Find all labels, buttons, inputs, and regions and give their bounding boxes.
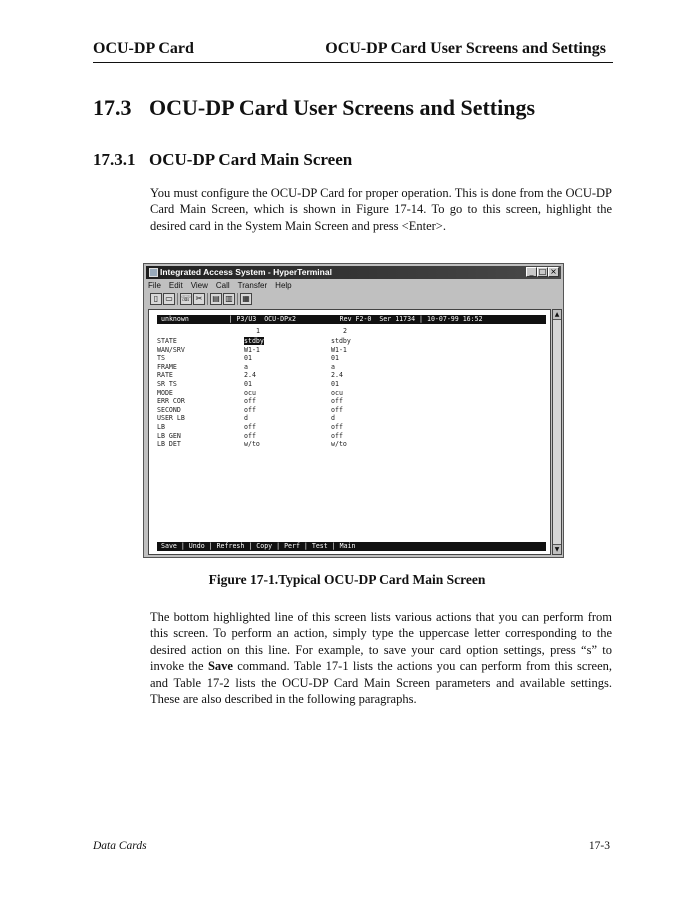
app-icon — [149, 268, 158, 277]
receive-file-icon[interactable]: ▥ — [223, 293, 235, 305]
section-title — [93, 95, 535, 121]
parameter-label: WAN/SRV — [157, 345, 185, 354]
open-icon[interactable]: ▭ — [163, 293, 175, 305]
parameter-label: SR TS — [157, 380, 177, 388]
parameter-value-card2: W1-1 — [331, 345, 347, 354]
minimize-icon[interactable]: _ — [526, 267, 537, 277]
window-title: Integrated Access System - HyperTerminal — [160, 267, 332, 277]
window-titlebar — [146, 266, 561, 279]
properties-icon[interactable]: ▦ — [240, 293, 252, 305]
menu-help[interactable]: Help — [275, 281, 292, 290]
toolbar-separator — [207, 293, 208, 305]
page-number: 17-3 — [588, 840, 610, 852]
toolbar-separator — [177, 293, 178, 305]
parameter-label: USER LB — [157, 414, 185, 423]
parameter-label: MODE — [157, 388, 173, 397]
parameter-value-card2: 01 — [331, 380, 339, 388]
parameter-value-card1: off — [244, 431, 256, 440]
toolbar-separator — [237, 293, 238, 305]
parameter-value-card2: off — [331, 397, 343, 406]
parameter-value-card1: w/to — [244, 440, 260, 449]
column-header-1: 1 — [256, 327, 260, 335]
menu-call[interactable]: Call — [215, 281, 230, 290]
parameter-label: FRAME — [157, 362, 177, 371]
parameter-value-card1: a — [244, 362, 248, 371]
header-rule — [93, 62, 613, 63]
footer-left: Data Cards — [93, 840, 147, 852]
parameter-value-card2: stdby — [331, 337, 351, 345]
parameter-label: SECOND — [157, 405, 181, 414]
running-header-right: OCU-DP Card User Screens and Settings — [325, 40, 606, 57]
send-file-icon[interactable]: ▤ — [210, 293, 222, 305]
section-number: 17.3 — [93, 95, 132, 120]
parameter-value-card2: off — [331, 405, 343, 414]
parameter-value-card1: off — [244, 397, 256, 406]
parameter-label: LB — [157, 423, 165, 431]
paragraph-text: The bottom highlighted line of this screen lists various actions that you can perform from this screen. To perform an action, simply type the uppercase letter corresponding to the desired action on this line. For example, to save your card option settings, press “s” to invoke the — [150, 610, 612, 674]
intro-paragraph: You must configure the OCU-DP Card for proper operation. This is done from the OCU-DP Card Main Screen, which is shown in Figure 17-14. To go to this screen, highlight the desired card in the System Main Screen and press <Enter>. — [150, 186, 612, 233]
description-paragraph — [150, 609, 612, 707]
subsection-title-text: OCU-DP Card Main Screen — [149, 150, 353, 169]
parameter-value-card1: off — [244, 405, 256, 414]
close-icon[interactable]: × — [548, 267, 559, 277]
parameter-value-card2: 01 — [331, 354, 339, 363]
parameter-label: RATE — [157, 371, 173, 380]
scroll-up-icon[interactable]: ▲ — [554, 311, 560, 318]
vertical-scrollbar[interactable] — [552, 309, 562, 555]
menu-file[interactable]: File — [148, 281, 161, 290]
parameter-label: ERR COR — [157, 397, 185, 406]
parameter-label: STATE — [157, 337, 177, 345]
parameter-value-card1: d — [244, 414, 248, 423]
parameter-value-card1: W1-1 — [244, 345, 260, 354]
parameter-value-card1: off — [244, 423, 256, 431]
selected-cell[interactable]: stdby — [244, 337, 264, 345]
parameter-value-card1: 2.4 — [244, 371, 256, 380]
menu-view[interactable]: View — [190, 281, 208, 290]
parameter-value-card2: ocu — [331, 388, 343, 397]
parameter-value-card2: off — [331, 423, 343, 431]
terminal-command-line[interactable]: Save | Undo | Refresh | Copy | Perf | Test | Main — [157, 542, 546, 551]
subsection-number: 17.3.1 — [93, 150, 136, 169]
running-header-left: OCU-DP Card — [93, 40, 194, 57]
parameter-value-card2: d — [331, 414, 335, 423]
parameter-grid — [157, 315, 546, 542]
parameter-label: TS — [157, 354, 165, 363]
column-header-2: 2 — [343, 327, 347, 335]
save-command-name: Save — [207, 659, 233, 674]
call-icon[interactable]: ☏ — [181, 294, 192, 303]
menu-transfer[interactable]: Transfer — [237, 281, 268, 290]
menu-bar — [148, 280, 300, 291]
paragraph-text: command. Table 17-1 lists the actions you can perform from this screen, and Table 17-2 lists the OCU-DP Card Main Screen parameters and available settings. These are also described in the following paragraphs. — [150, 659, 612, 707]
scroll-down-icon[interactable]: ▼ — [554, 546, 560, 553]
parameter-value-card2: 2.4 — [331, 371, 343, 380]
parameter-label: LB GEN — [157, 431, 181, 440]
parameter-value-card2: a — [331, 362, 335, 371]
new-connection-icon[interactable]: ▯ — [150, 293, 162, 305]
maximize-icon[interactable]: □ — [538, 267, 547, 276]
parameter-value-card1: 01 — [244, 354, 252, 363]
menu-edit[interactable]: Edit — [168, 281, 183, 290]
hyperterminal-window — [143, 263, 564, 558]
terminal-content — [157, 315, 546, 551]
parameter-value-card2: off — [331, 431, 343, 440]
section-title-text: OCU-DP Card User Screens and Settings — [149, 95, 536, 120]
figure-caption: Figure 17-1.Typical OCU-DP Card Main Screen — [208, 572, 486, 587]
parameter-value-card1: ocu — [244, 388, 256, 397]
terminal-status-line: unknown | P3/U3 OCU-DPx2 Rev F2-0 Ser 11734 | 10-07-99 16:52 — [157, 315, 546, 324]
subsection-title — [93, 150, 352, 170]
parameter-label: LB DET — [157, 440, 181, 449]
disconnect-icon[interactable]: ✂ — [193, 293, 205, 305]
parameter-value-card2: w/to — [331, 440, 347, 449]
parameter-value-card1: 01 — [244, 380, 252, 388]
terminal-screen[interactable] — [148, 309, 551, 555]
